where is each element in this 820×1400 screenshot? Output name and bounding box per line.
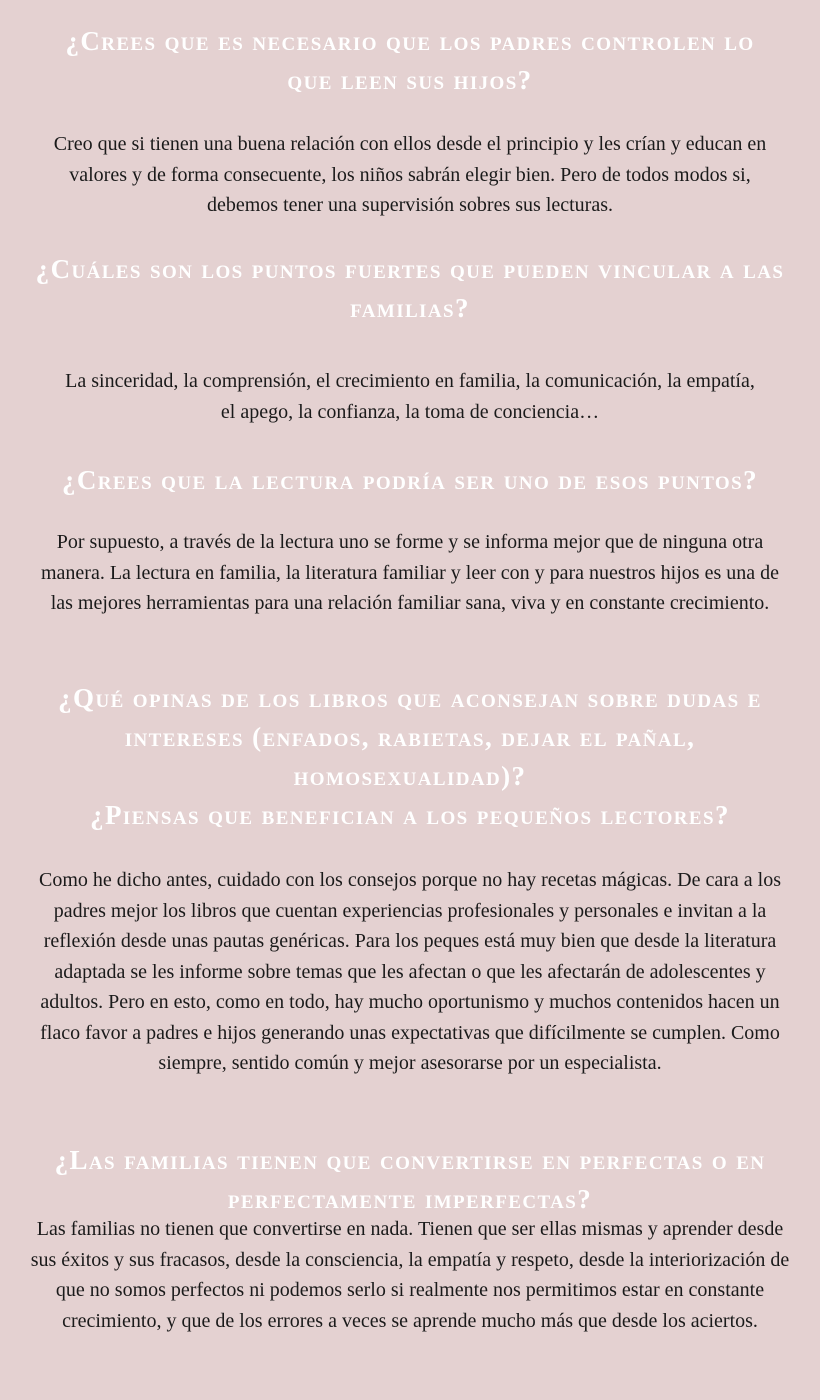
question-heading: ¿Qué opinas de los libros que aconsejan sobre dudas e intereses (enfados, rabietas, dejar el pañal, homosexualidad)? — [58, 683, 762, 791]
question-heading: ¿Crees que la lectura podría ser uno de esos puntos? — [62, 465, 758, 495]
question-heading-followup: ¿Piensas que benefician a los pequeños lectores? — [90, 800, 730, 830]
answer-paragraph: La sinceridad, la comprensión, el crecimiento en familia, la comunicación, la empatía, el apego, la confianza, la toma de conciencia… — [65, 370, 755, 423]
question-heading-group — [36, 679, 784, 835]
question-heading: ¿Crees que es necesario que los padres controlen lo que leen sus hijos? — [65, 26, 755, 95]
answer-paragraph: Como he dicho antes, cuidado con los consejos porque no hay recetas mágicas. De cara a los padres mejor los libros que cuentan experiencias profesionales y personales e invitan a la reflexión desde unas pautas genéricas. Para los peques está muy bien que desde la literatura adaptada se les informe sobre temas que les afectan o que les afectarán de adolescentes y adultos. Pero en esto, como en todo, hay mucho oportunismo y muchos contenidos hacen un flaco favor a padres e hijos generando unas expectativas que difícilmente se cumplen. Como siempre, sentido común y mejor asesorarse por un especialista. — [39, 869, 781, 1074]
answer-paragraph: Las familias no tienen que convertirse en nada. Tienen que ser ellas mismas y aprender desde sus éxitos y sus fracasos, desde la consciencia, la empatía y respeto, desde la interiorización de que no somos perfectos ni podemos serlo si realmente nos permitimos estar en constante crecimiento, y que de los errores a veces se aprende mucho más que desde los aciertos. — [30, 1218, 790, 1332]
answer-paragraph: Por supuesto, a través de la lectura uno se forme y se informa mejor que de ninguna otra manera. La lectura en familia, la literatura familiar y leer con y para nuestros hijos es una de las mejores herramientas para una relación familiar sana, viva y en constante crecimiento. — [40, 531, 779, 614]
question-heading: ¿Las familias tienen que convertirse en perfectas o en perfectamente imperfectas? — [54, 1145, 766, 1214]
answer-paragraph: Creo que si tienen una buena relación con ellos desde el principio y les crían y educan en valores y de forma consecuente, los niños sabrán elegir bien. Pero de todos modos si, debemos tener una supervisión sobres sus lecturas. — [53, 133, 767, 216]
question-heading: ¿Cuáles son los puntos fuertes que pueden vincular a las familias? — [35, 254, 785, 323]
